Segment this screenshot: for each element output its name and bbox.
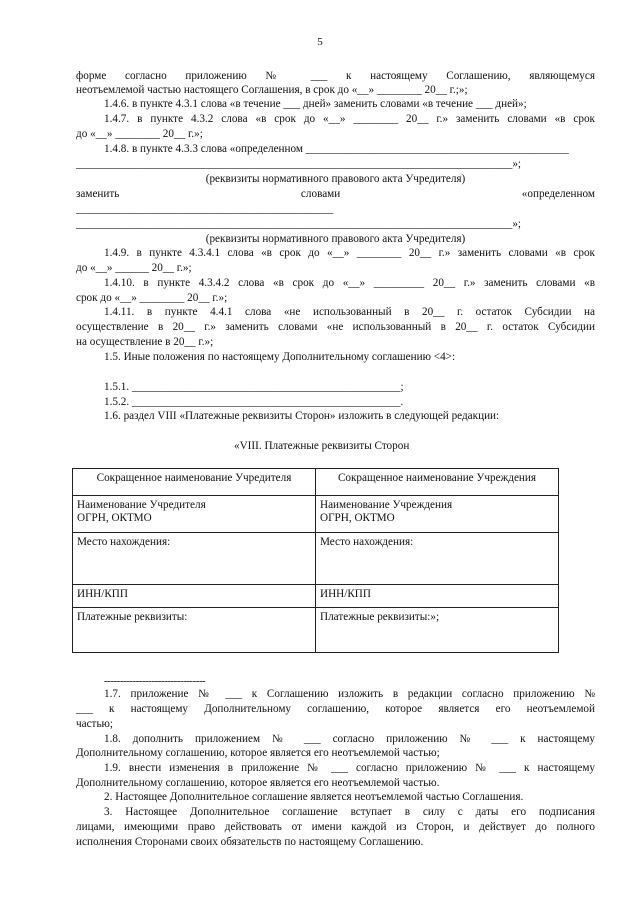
text-line: 2. Настоящее Дополнительное соглашение является неотъемлемой частью Соглашения. (104, 791, 524, 803)
text-line: 1.8. дополнить приложением № ___ согласно приложению № ___ к настоящему (104, 733, 595, 745)
text-line: 1.7. приложение № ___ к Соглашению изложить в редакции согласно приложению № (104, 688, 595, 700)
cell-line: Наименование Учреждения (320, 499, 453, 511)
text-line: 1.6. раздел VIII «Платежные реквизиты Сторон» изложить в следующей редакции: (104, 410, 500, 422)
table-cell: Платежные реквизиты:»; (316, 608, 559, 653)
text-line: заменить словами «определенном (76, 188, 595, 200)
text-line: на осуществление в 20__ г.»; (76, 336, 214, 348)
table-row (73, 608, 559, 653)
text-line: 1.5.2. ________________________________________________. (104, 396, 404, 408)
text-line: 1.9. внести изменения в приложение № ___ согласно приложению № ___ к настоящему (104, 762, 595, 774)
table-cell: Место нахождения: (73, 533, 316, 585)
text-line: срок до «__» ________ 20__ г.»; (76, 292, 228, 304)
cell-line: ОГРН, ОКТМО (77, 512, 152, 524)
table-cell (316, 496, 559, 533)
text-line: 1.5. Иные положения по настоящему Дополнительному соглашению <4>: (104, 351, 456, 363)
cell-line: ОГРН, ОКТМО (320, 512, 395, 524)
table-cell: Сокращенное наименование Учредителя (73, 469, 316, 496)
text-line: ______________________________________________________________________________»; (76, 218, 522, 230)
text-line: 1.4.7. в пункте 4.3.2 слова «в срок до «__» ________ 20__ г.» заменить словами «в срок (104, 113, 595, 125)
page-number: 5 (317, 36, 323, 48)
text-line: до «__» ______ 20__ г.»; (76, 262, 192, 274)
text-line: 3. Настоящее Дополнительное соглашение вступает в силу с даты его подписания (104, 806, 595, 818)
text-line: 1.5.1. ________________________________________________; (104, 381, 404, 393)
legal-act-caption: (реквизиты нормативного правового акта Учредителя) (205, 233, 466, 245)
text-line: 1.4.6. в пункте 4.3.1 слова «в течение ___ дней» заменить словами «в течение ___ дней»; (104, 98, 527, 110)
legal-act-caption: (реквизиты нормативного правового акта Учредителя) (205, 173, 466, 185)
text-line: 1.4.10. в пункте 4.3.4.2 слова «в срок до «__» _________ 20__ г.» заменить словами «в (104, 277, 595, 289)
table-cell (73, 496, 316, 533)
table-row (73, 585, 559, 608)
text-line: неотъемлемой частью настоящего Соглашения, в срок до «__» ________ 20__ г.;»; (76, 84, 468, 96)
text-line: 1.4.11. в пункте 4.4.1 слова «не использованный в 20__ г. остаток Субсидии на (104, 306, 595, 318)
table-cell: ИНН/КПП (316, 585, 559, 608)
footnote-separator: -------------------------------- (104, 675, 206, 687)
table-cell: ИНН/КПП (73, 585, 316, 608)
text-line: лицами, имеющими право действовать от имени каждой из Сторон, и действует до полного (76, 821, 595, 833)
table-row (73, 496, 559, 533)
text-line: Дополнительному соглашению, которое является его неотъемлемой частью; (76, 747, 440, 759)
cell-line: Наименование Учредителя (77, 499, 206, 511)
text-line: форме согласно приложению № ___ к настоящему Соглашению, являющемуся (76, 70, 595, 82)
table-cell: Место нахождения: (316, 533, 559, 585)
section-heading: «VIII. Платежные реквизиты Сторон (234, 440, 410, 452)
text-line: частью; (76, 718, 114, 730)
table-row (73, 469, 559, 496)
text-line: исполнения Сторонами своих обязательств по настоящему Соглашению. (76, 836, 424, 848)
text-line: ___ к настоящему Дополнительному соглашению, которое является его неотъемлемой (76, 703, 595, 715)
text-line: до «__» ________ 20__ г.»; (76, 128, 203, 140)
text-line: осуществление в 20__ г.» заменить словами «не использованный в 20__ г. остаток Субсидии (76, 321, 595, 333)
text-line: ______________________________________________________________________________»; (76, 158, 522, 170)
text-line: 1.4.8. в пункте 4.3.3 слова «определенном _______________________________________________ (104, 143, 569, 155)
text-line: 1.4.9. в пункте 4.3.4.1 слова «в срок до «__» ________ 20__ г.» заменить словами «в срок (104, 247, 595, 259)
table-cell: Сокращенное наименование Учреждения (316, 469, 559, 496)
text-line: ______________________________________________ (76, 203, 334, 215)
text-line: Дополнительному соглашению, которое является его неотъемлемой частью. (76, 777, 440, 789)
table-cell: Платежные реквизиты: (73, 608, 316, 653)
table-row (73, 533, 559, 585)
payment-details-table (72, 468, 559, 653)
